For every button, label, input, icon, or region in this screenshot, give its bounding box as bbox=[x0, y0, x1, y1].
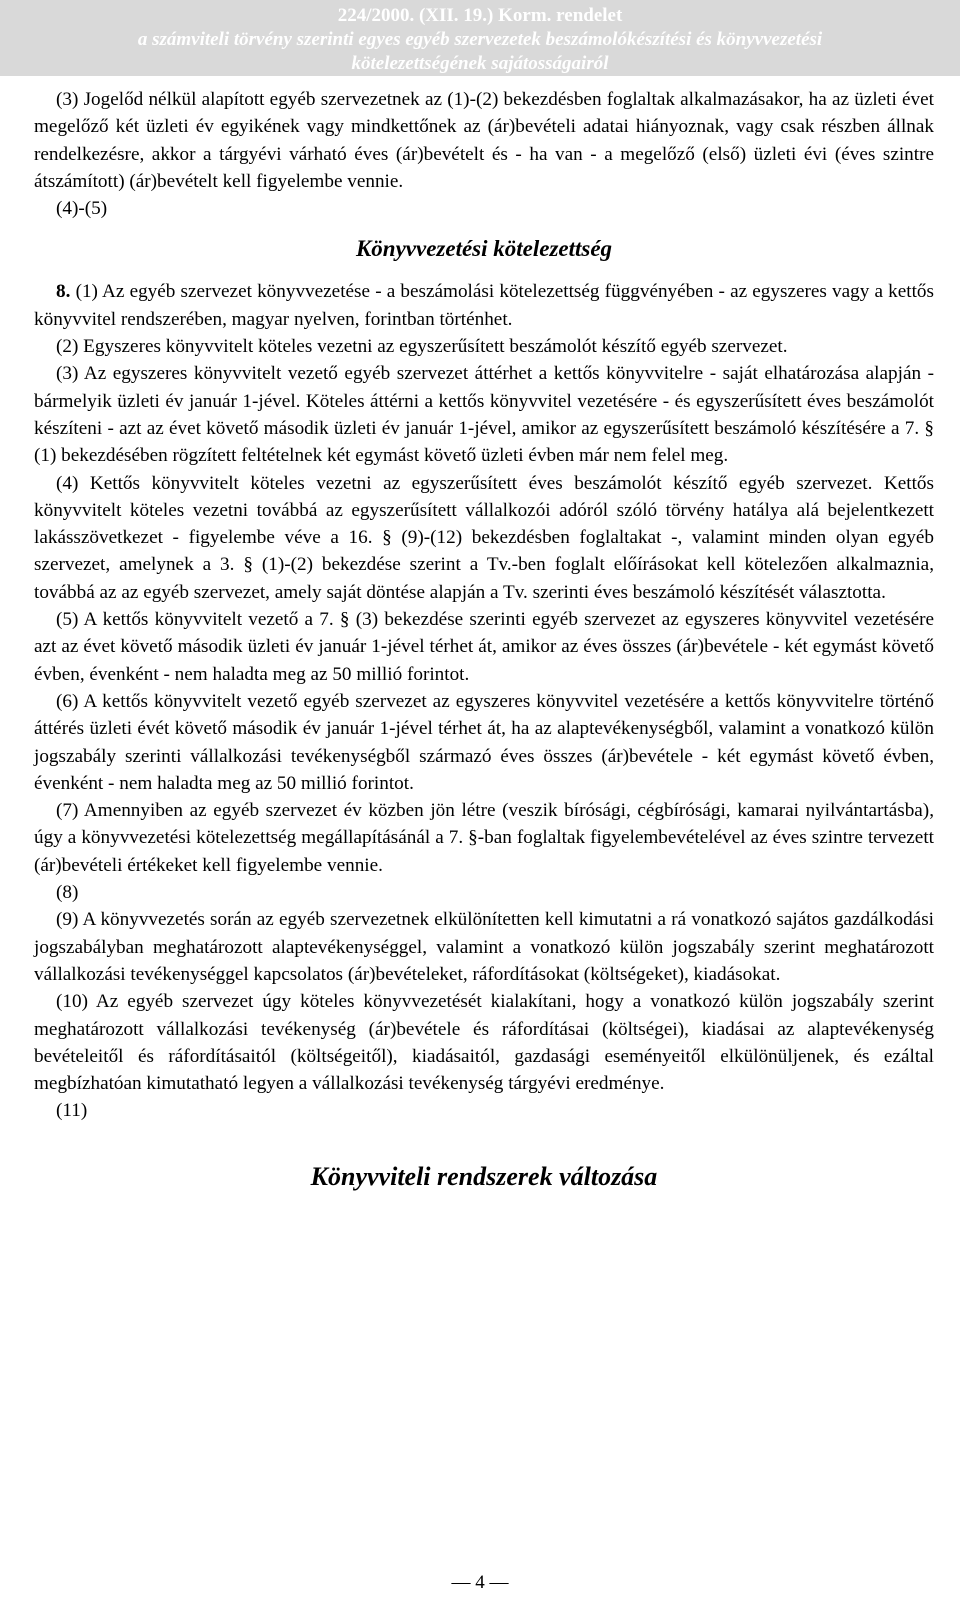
section-heading-accounting-system-change: Könyvviteli rendszerek változása bbox=[310, 1161, 658, 1191]
section-8-paragraph-10: (10) Az egyéb szervezet úgy köteles könyvvezetését kialakítani, hogy a vonatkozó külön jogszabály szerint meghatározott vállalkozási tevékenység (ár)bevétele és ráfordításai (költségei), kiadásai az alaptevékenység bevételeitől és ráfordításaitól (költségeitől), kiadásaitól, gazdasági eseményeitől elkülönüljenek, és ezáltal megbízhatóan kimutatható legyen a vállalkozási tevékenység tárgyévi eredménye. bbox=[34, 991, 934, 1095]
section-8-paragraph-5: (5) A kettős könyvvitelt vezető a 7. § (3) bekezdése szerinti egyéb szervezet az egyszeres könyvvitel vezetésére azt az évet követő második üzleti év január 1-jével térhet át, amikor az éves összes (ár)bevétele - két egymást követő évben, évenként - nem haladta meg az 50 millió forintot. bbox=[34, 609, 934, 685]
section-heading-bookkeeping-obligation: Könyvvezetési kötelezettség bbox=[355, 236, 613, 262]
header-subtitle-line2: kötelezettségének sajátosságairól bbox=[351, 53, 609, 74]
paragraph-4-5: (4)-(5) bbox=[56, 198, 108, 220]
section-8-paragraph-2: (2) Egyszeres könyvvitelt köteles vezetni az egyszerűsített beszámolót készítő egyéb szervezet. bbox=[56, 336, 788, 358]
section-8-paragraph-6: (6) A kettős könyvvitelt vezető egyéb szervezet az egyszeres könyvvitel vezetésére a kettős könyvvitelre történő áttérés üzleti évét követő második év január 1-jével térhet át, ha az alaptevékenységből, valamint a vonatkozó külön jogszabály szerinti vállalkozási tevékenységből származó éves összes (ár)bevétele - két egymást követő évben, évenként - nem haladta meg az 50 millió forintot. bbox=[34, 690, 934, 794]
document-body bbox=[34, 86, 934, 1193]
paragraph-3: (3) Jogelőd nélkül alapított egyéb szervezetnek az (1)-(2) bekezdésben foglaltak alkalmazásakor, ha az üzleti évet megelőző két üzleti év egyikének vagy mindkettőnek az (ár)bevételi adatai hiányoznak, vagy csak részben állnak rendelkezésre, akkor a tárgyévi várható éves (ár)bevételt és - ha van - a megelőző (első) üzleti évi (éves szintre átszámított) (ár)bevételt kell figyelembe vennie. bbox=[34, 89, 934, 192]
section-8-p1-text: (1) Az egyéb szervezet könyvvezetése - a beszámolási kötelezettség függvényében - az egyszeres vagy a kettős könyvvitel rendszerében, magyar nyelven, forintban történhet. bbox=[34, 281, 934, 330]
section-8-paragraph-9: (9) A könyvvezetés során az egyéb szervezetnek elkülönítetten kell kimutatni a rá vonatkozó sajátos gazdálkodási jogszabályban meghatározott alaptevékenységgel, valamint a vonatkozó külön jogszabály szerint meghatározott vállalkozási tevékenységgel kapcsolatos (ár)bevételeket, ráfordításokat (költségeket), kiadásokat. bbox=[34, 909, 934, 985]
section-8-paragraph-8: (8) bbox=[56, 882, 79, 904]
section-8-paragraph-1 bbox=[34, 278, 934, 333]
section-8-paragraph-3: (3) Az egyszeres könyvvitelt vezető egyéb szervezet áttérhet a kettős könyvvitelre - saját elhatározása alapján - bármelyik üzleti év január 1-jével. Köteles áttérni a kettős könyvvitel vezetésére - és egyszerűsített éves beszámolót készíteni - azt az évet követő második üzleti év január 1-jével, amikor az egyszerűsített beszámoló készítésére a 7. § (1) bekezdésében rögzített feltételnek két egymást követő üzleti évben már nem felel meg. bbox=[34, 363, 934, 467]
header-subtitle-line1: a számviteli törvény szerinti egyes egyéb szervezetek beszámolókészítési és könyvvezetési bbox=[137, 29, 823, 50]
running-header bbox=[0, 0, 960, 76]
section-8-paragraph-11: (11) bbox=[56, 1100, 88, 1122]
page-number: — 4 — bbox=[451, 1572, 509, 1593]
header-title: 224/2000. (XII. 19.) Korm. rendelet bbox=[337, 5, 623, 26]
section-number: 8. bbox=[56, 281, 71, 303]
section-8-paragraph-4: (4) Kettős könyvvitelt köteles vezetni az egyszerűsített éves beszámolót készítő egyéb szervezet. Kettős könyvvitelt köteles vezetni továbbá az egyszerűsített vállalkozói adóról szóló törvény hatálya alá bejelentkezett lakásszövetkezet - figyelembe véve a 16. § (9)-(12) bekezdésben foglaltakat -, valamint minden olyan egyéb szervezet, amelynek a 3. § (1)-(2) bekezdése szerint a Tv.-ben foglalt előírásokat kell kötelezően alkalmaznia, továbbá az az egyéb szervezet, amely saját döntése alapján a Tv. szerinti éves beszámoló készítését választotta. bbox=[34, 472, 934, 603]
section-8-paragraph-7: (7) Amennyiben az egyéb szervezet év közben jön létre (veszik bírósági, cégbírósági, kamarai nyilvántartásba), úgy a könyvvezetési kötelezettség megállapításánál a 7. §-ban foglaltak figyelembevételével az éves szintre tervezett (ár)bevételi értékeket kell figyelembe vennie. bbox=[34, 800, 934, 876]
